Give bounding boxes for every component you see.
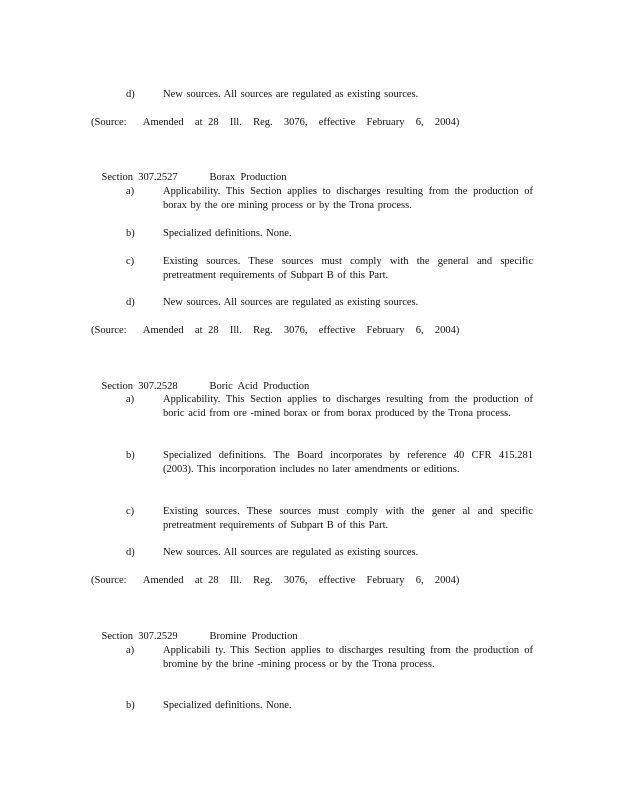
item-label: d) [126,547,135,558]
item-label: a) [126,394,135,405]
item-text: Specialized definitions. None. [163,228,292,239]
item-text: New sources. All sources are regulated as existing sources. [163,297,419,308]
item-text: Existing sources. These sources must comply with the gener al and specific pretreatment requirements of Subpart B of this Part. [163,506,533,531]
item-label: a) [126,645,135,656]
source-note: (Source: Amended at 28 Ill. Reg. 3076, effective February 6, 2004) [91,117,460,128]
item-label: b) [126,228,135,239]
section-number: Section 307.2528 [101,380,178,392]
section-number: Section 307.2529 [101,630,178,642]
item-label: c) [126,506,135,517]
item-label: b) [126,450,135,461]
item-text: Applicabili ty. This Section applies to discharges resulting from the production of bromine by the brine -mining process or by the Trona process. [163,645,533,670]
source-note: (Source: Amended at 28 Ill. Reg. 3076, effective February 6, 2004) [91,575,460,586]
section-title: Boric Acid Production [209,380,310,392]
section-number: Section 307.2527 [101,171,178,183]
item-text: Applicability. This Section applies to discharges resulting from the production of borax by the ore mining process or by the Trona process. [163,186,533,211]
item-label: d) [126,297,135,308]
section-title: Borax Production [209,171,287,183]
section-title: Bromine Production [209,630,298,642]
item-text: Applicability. This Section applies to discharges resulting from the production of boric acid from ore -mined borax or from borax produced by the Trona process. [163,394,533,419]
item-text: New sources. All sources are regulated as existing sources. [163,547,419,558]
item-label: c) [126,256,135,267]
item-text: New sources. All sources are regulated as existing sources. [163,89,419,100]
item-text: Specialized definitions. None. [163,700,292,711]
item-label: a) [126,186,135,197]
item-label: d) [126,89,135,100]
item-label: b) [126,700,135,711]
item-text: Existing sources. These sources must comply with the general and specific pretreatment requirements of Subpart B of this Part. [163,256,533,281]
item-text: Specialized definitions. The Board incorporates by reference 40 CFR 415.281 (2003). This incorporation includes no later amendments or editions. [163,450,533,475]
source-note: (Source: Amended at 28 Ill. Reg. 3076, effective February 6, 2004) [91,325,460,336]
